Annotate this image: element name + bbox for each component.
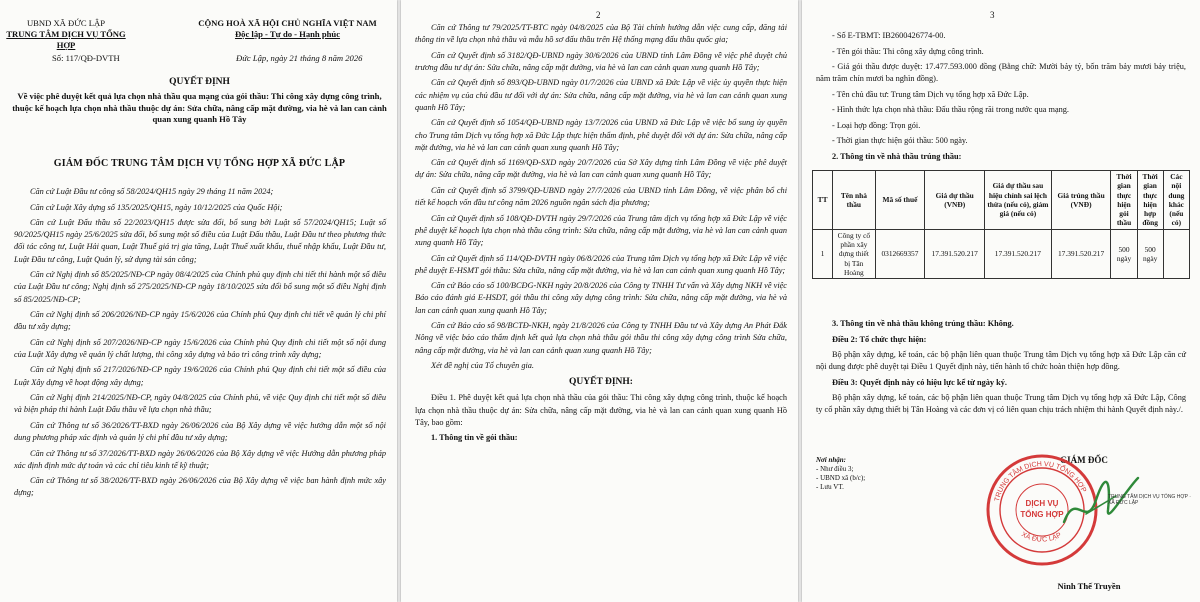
doc-subject: Về việc phê duyệt kết quả lựa chọn nhà thầu qua mạng của gói thầu: Thi công xây dựng công trình, thuộc kế hoạch lựa chọn nhà thầu thuộc dự án: Sửa chữa, nâng cấp mặt đường, via hè và lan can cảnh quan xung quanh Hồ Tây bbox=[12, 91, 387, 125]
doc-number: Số: 117/QĐ-DVTH bbox=[52, 53, 120, 63]
paragraph: Căn cứ Quyết định số 893/QĐ-UBND ngày 01/7/2026 của UBND xã Đức Lập về việc ủy quyền thực hiện các nhiệm vụ của chủ đầu tư đối với dự án: Sửa chữa, nâng cấp mặt đường, via hè và lan can cảnh quan xung quanh Hồ Tây; bbox=[415, 78, 787, 112]
table-cell bbox=[1163, 229, 1189, 278]
bullet-item: - Giá gói thầu được duyệt: 17.477.593.000 đồng (Bằng chữ: Mười bảy tỷ, bốn trăm bảy mươi bảy triệu, năm trăm chín mươi ba nghìn đồng). bbox=[816, 62, 1186, 84]
table-header: Giá trúng thầu (VNĐ) bbox=[1051, 171, 1111, 230]
paragraph: Căn cứ Thông tư số 38/2026/TT-BXD ngày 26/06/2026 của Bộ Xây dựng về việc ban hành định mức xây dựng; bbox=[14, 476, 386, 498]
table-header: TT bbox=[813, 171, 833, 230]
paragraph: Căn cứ Báo cáo số 100/BCĐG-NKH ngày 20/8/2026 của Công ty TNHH Tư vấn và Xây dựng NKH về việc Báo cáo đánh giá E-HSDT, gói thầu thi công xây dựng công trình: Sửa chữa, nâng cấp mặt đường, via hè và lan can cảnh quan xung quanh Hồ Tây; bbox=[415, 281, 787, 315]
section-2-heading: 2. Thông tin về nhà thầu trúng thầu: bbox=[832, 151, 962, 161]
doc-date: Đức Lập, ngày 21 tháng 8 năm 2026 bbox=[236, 53, 363, 63]
paragraph: Căn cứ Quyết định số 108/QĐ-DVTH ngày 29/7/2026 của Trung tâm dịch vụ tổng hợp xã Đức Lập về việc phê duyệt kế hoạch lựa chọn nhà thầu công trình: Sửa chữa, nâng cấp mặt đường, via hè và lan can cảnh quan xung quanh Hồ Tây; bbox=[415, 213, 787, 248]
paragraph: Căn cứ Quyết định số 1054/QĐ-UBND ngày 13/7/2026 của UBND xã Đức Lập về việc bổ sung ủy quyền cho Trung tâm Dịch vụ tổng hợp xã Đức Lập thực hiện thẩm định, phê duyệt đối với dự án: Sửa chữa, nâng cấp mặt đường, via hè và lan can cảnh quan xung quanh Hồ Tây; bbox=[415, 118, 787, 152]
bullet-item: - Tên gói thầu: Thi công xây dựng công trình. bbox=[832, 46, 984, 56]
p3-articles bbox=[816, 318, 1186, 420]
svg-text:XÃ ĐỨC LẬP: XÃ ĐỨC LẬP bbox=[1020, 531, 1063, 544]
table-header: Thời gian thực hiện hợp đồng bbox=[1137, 171, 1163, 230]
section-1-heading: 1. Thông tin về gói thầu: bbox=[431, 433, 518, 443]
table-cell: 0312669357 bbox=[875, 229, 925, 278]
p2-body bbox=[415, 22, 787, 448]
svg-text:TỔNG HỢP: TỔNG HỢP bbox=[1020, 510, 1064, 519]
table-header: Thời gian thực hiện gói thầu bbox=[1111, 171, 1137, 230]
organization-header bbox=[6, 18, 126, 51]
title-block bbox=[12, 76, 387, 126]
paragraph: Căn cứ Thông tư 79/2025/TT-BTC ngày 04/8/2025 của Bộ Tài chính hướng dẫn việc cung cấp, đăng tải thông tin về lựa chọn nhà thầu và mẫu hồ sơ đấu thầu trên Hệ thống mạng đấu thầu quốc gia; bbox=[415, 23, 787, 45]
table-cell: 500 ngày bbox=[1137, 229, 1163, 278]
bullet-item: - Hình thức lựa chọn nhà thầu: Đấu thầu rộng rãi trong nước qua mạng. bbox=[832, 105, 1069, 115]
page-number: 2 bbox=[596, 10, 601, 20]
paragraph: Căn cứ Báo cáo số 98/BCTĐ-NKH, ngày 21/8/2026 của Công ty TNHH Đầu tư và Xây dựng An Phát Đắk Nông về việc báo cáo thẩm định kết quả lựa chọn nhà thầu gói thầu thi công xây dựng công trình Sửa chữa, nâng cấp mặt đường, via hè và lan can cảnh quan xung quanh Hồ Tây; bbox=[415, 321, 787, 355]
recipients-block bbox=[816, 456, 916, 492]
p1-body bbox=[14, 186, 386, 503]
recipient-item: - Như điều 3; bbox=[816, 465, 854, 473]
document-page-2 bbox=[401, 0, 798, 602]
table-header-row bbox=[813, 171, 1190, 230]
org-line-1: UBND XÃ ĐỨC LẬP bbox=[26, 18, 106, 28]
article-2-heading: Điều 2: Tổ chức thực hiện: bbox=[832, 334, 927, 344]
paragraph: Căn cứ Quyết định số 3799/QĐ-UBND ngày 27/7/2026 của UBND tỉnh Lâm Đồng, về việc phân bổ chi tiết kế hoạch vốn đầu tư công năm 2026 nguồn ngân sách địa phương; bbox=[415, 185, 787, 208]
paragraph: Căn cứ Nghị định số 217/2026/NĐ-CP ngày 19/6/2026 của Chính phủ Quy định chi tiết một số điều của Luật Xây dựng về hoạt động xây dựng; bbox=[14, 365, 386, 387]
paragraph: Căn cứ Nghị định số 206/2026/NĐ-CP ngày 15/6/2026 của Chính phủ Quy định chi tiết về quản lý chi phí đầu tư xây dựng; bbox=[14, 310, 386, 332]
signer-title: GIÁM ĐỐC bbox=[1060, 455, 1108, 465]
table-cell: Công ty cổ phần xây dựng thiết bị Tân Hoàng bbox=[833, 229, 875, 278]
decision-title: QUYẾT ĐỊNH: bbox=[569, 377, 633, 388]
table-header: Tên nhà thầu bbox=[833, 171, 875, 230]
document-page-1 bbox=[0, 0, 397, 602]
table-cell: 1 bbox=[813, 229, 833, 278]
nation-line-2: Độc lập - Tự do - Hạnh phúc bbox=[234, 29, 341, 39]
paragraph: Căn cứ Luật Xây dựng số 135/2025/QH15, ngày 10/12/2025 của Quốc Hội; bbox=[30, 202, 283, 212]
table-cell: 500 ngày bbox=[1111, 229, 1137, 278]
article-3-heading: Điều 3: Quyết định này có hiệu lực kể từ ngày ký. bbox=[832, 377, 1007, 387]
table-header: Các nội dung khác (nếu có) bbox=[1163, 171, 1189, 230]
paragraph: Căn cứ Luật Đấu thầu số 22/2023/QH15 được sửa đổi, bổ sung bởi Luật số 57/2024/QH15; Luật số 90/2025/QH15 ngày 25/6/2025 sửa đổi, bổ sung một số điều của Luật Đấu thầu, Luật Đầu tư theo phương thức đối tác công tư, Luật Hải quan, Luật Thuế giá trị gia tăng, Luật Thuế xuất khẩu, thuế nhập khẩu, Luật Đầu tư, Luật Đầu tư công, Luật Quản lý, sử dụng tài sản công; bbox=[14, 218, 386, 264]
bullet-item: - Loại hợp đồng: Trọn gói. bbox=[832, 120, 921, 130]
paragraph: Căn cứ Nghị định 214/2025/NĐ-CP, ngày 04/8/2025 của Chính phủ, về việc Quy định chi tiết một số điều và biện pháp thi hành Luật Đấu thầu về lựa chọn nhà thầu; bbox=[14, 393, 386, 415]
page-number: 3 bbox=[990, 10, 995, 20]
paragraph: Căn cứ Thông tư số 37/2026/TT-BXD ngày 26/06/2026 của Bộ Xây dựng về việc Hướng dẫn phương pháp xác định định mức dự toán và các chỉ tiêu kinh tế kỹ thuật; bbox=[14, 448, 386, 470]
recipient-item: - UBND xã (b/c); bbox=[816, 474, 866, 482]
nation-line-1: CỘNG HOÀ XÃ HỘI CHỦ NGHĨA VIỆT NAM bbox=[198, 18, 377, 28]
section-3-heading: 3. Thông tin về nhà thầu không trúng thầu: Không. bbox=[832, 319, 1014, 328]
table-row bbox=[813, 229, 1190, 278]
paragraph: Xét đề nghị của Tổ chuyên gia. bbox=[431, 361, 534, 371]
table-cell: 17.391.520.217 bbox=[925, 229, 985, 278]
bullet-item: - Thời gian thực hiện gói thầu: 500 ngày. bbox=[832, 136, 968, 146]
table-header: Giá dự thầu sau hiệu chỉnh sai lệch thừa (nếu có), giảm giá (nếu có) bbox=[985, 171, 1052, 230]
svg-text:TRUNG TÂM DỊCH VỤ TỔNG HỢP: TRUNG TÂM DỊCH VỤ TỔNG HỢP bbox=[993, 460, 1088, 503]
authority-heading: GIÁM ĐỐC TRUNG TÂM DỊCH VỤ TỔNG HỢP XÃ ĐỨC LẬP bbox=[53, 158, 346, 169]
national-header bbox=[180, 18, 395, 40]
paragraph: Căn cứ Nghị định số 85/2025/NĐ-CP ngày 08/4/2025 của Chính phủ quy định chi tiết thi hành một số điều của Luật Đầu tư công; Nghị định số 275/2025/NĐ-CP ngày 18/10/2025 sửa đổi bổ sung một số điều Nghị định số 85/2025/NĐ-CP; bbox=[14, 270, 386, 304]
paragraph: Căn cứ Nghị định số 207/2026/NĐ-CP ngày 15/6/2026 của Chính phủ Quy định chi tiết một số nội dung của Luật Xây dựng về quản lý chất lượng, thi công xây dựng và bảo trì công trình xây dựng; bbox=[14, 337, 386, 359]
paragraph: Căn cứ Quyết định số 1169/QĐ-SXD ngày 20/7/2026 của Sở Xây dựng tỉnh Lâm Đồng về việc phê duyệt dự án: Sửa chữa, nâng cấp mặt đường, via hè và lan can cảnh quan xung quanh Hồ Tây; bbox=[415, 158, 787, 180]
recipients-title: Nơi nhận: bbox=[816, 456, 847, 464]
winning-bidder-table bbox=[812, 170, 1190, 279]
article-2-body: Bộ phận xây dựng, kế toán, các bộ phận liên quan thuộc Trung tâm Dịch vụ tổng hợp xã Đức Lập căn cứ nội dung được phê duyệt tại Điều 1 Quyết định này, tiến hành tổ chức hoàn thiện hợp đồng. bbox=[816, 350, 1186, 372]
article-3-body: Bộ phận xây dựng, kế toán, các bộ phận liên quan thuộc Trung tâm Dịch vụ tổng hợp xã Đức Lập, Công ty cổ phần xây dựng thiết bị Tân Hoàng và các đơn vị có liên quan chịu trách nhiệm thi hành Quyết định này./. bbox=[816, 393, 1186, 415]
svg-text:DỊCH VỤ: DỊCH VỤ bbox=[1025, 499, 1059, 508]
article-1: Điều 1. Phê duyệt kết quả lựa chọn nhà thầu của gói thầu: Thi công xây dựng công trình, thuộc kế hoạch lựa chọn nhà thầu thuộc dự án: Sửa chữa, nâng cấp mặt đường, via hè và lan can cảnh quan xung quanh Hồ Tây, bao gồm: bbox=[415, 393, 787, 427]
paragraph: Căn cứ Luật Đầu tư công số 58/2024/QH15 ngày 29 tháng 11 năm 2024; bbox=[30, 187, 274, 196]
table-cell: 17.391.520.217 bbox=[1051, 229, 1111, 278]
bullet-item: - Số E-TBMT: IB2600426774-00. bbox=[832, 31, 946, 40]
paragraph: Căn cứ Thông tư số 36/2026/TT-BXD ngày 26/06/2026 của Bộ Xây dựng về việc hướng dẫn một số nội dung phương pháp xác định và quản lý chi phí đầu tư xây dựng; bbox=[14, 420, 386, 443]
table-header: Mã số thuế bbox=[875, 171, 925, 230]
table-header: Giá dự thầu (VNĐ) bbox=[925, 171, 985, 230]
signer-name: Ninh Thế Truyền bbox=[1057, 581, 1121, 591]
stamp-caption: TRUNG TÂM DỊCH VỤ TỔNG HỢP · XÃ ĐỨC LẬP bbox=[1108, 494, 1191, 506]
table-cell: 17.391.520.217 bbox=[985, 229, 1052, 278]
paragraph: Căn cứ Quyết định số 3182/QĐ-UBND ngày 30/6/2026 của UBND tỉnh Lâm Đồng về việc phê duyệt chủ trương đầu tư dự án: Sửa chữa, nâng cấp mặt đường, via hè và lan can cảnh quan xung quanh Hồ Tây; bbox=[415, 50, 787, 72]
org-line-2: TRUNG TÂM DỊCH VỤ TỔNG HỢP bbox=[6, 29, 126, 50]
paragraph: Căn cứ Quyết định số 114/QĐ-DVTH ngày 06/8/2026 của Trung tâm Dịch vụ tổng hợp xã Đức Lập về việc phê duyệt E-HSMT gói thầu: Sửa chữa, nâng cấp mặt đường, via hè và lan can cảnh quan xung quanh Hồ Tây; bbox=[415, 253, 787, 275]
recipient-item: - Lưu VT. bbox=[816, 483, 844, 491]
p3-bullets bbox=[816, 30, 1186, 166]
doc-title: QUYẾT ĐỊNH bbox=[169, 77, 230, 87]
digital-signature-note bbox=[1108, 494, 1196, 506]
bullet-item: - Tên chủ đầu tư: Trung tâm Dịch vụ tổng hợp xã Đức Lập. bbox=[832, 89, 1029, 99]
